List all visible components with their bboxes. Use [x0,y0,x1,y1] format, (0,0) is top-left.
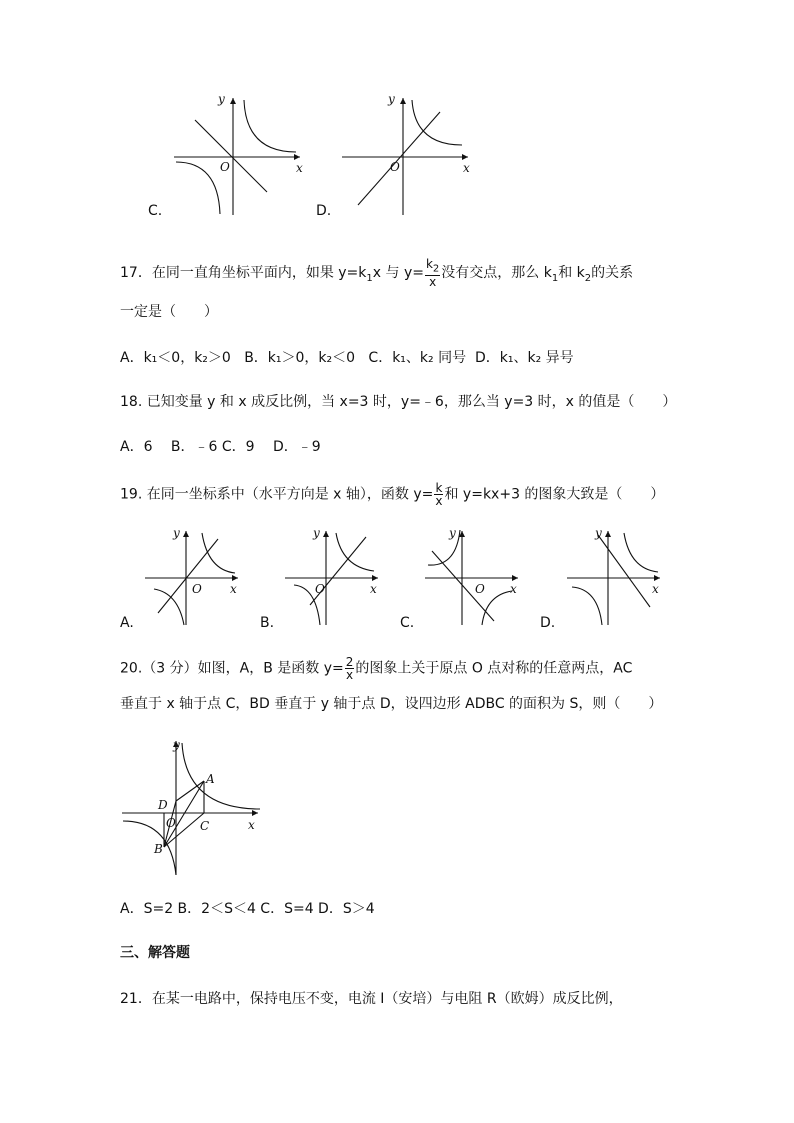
svg-text:y: y [313,526,320,540]
q17-options [120,349,574,367]
q19-stem: 19. 在同一坐标系中（水平方向是 x 轴），函数 y= $\frac{k}{x}$ 和 y=kx+3 的图象大致是（ ） [120,481,665,508]
q20-stem-line2: 垂直于 x 轴于点 C，BD 垂直于 y 轴于点 D，设四边形 ADBC 的面积为 S，则（ ） [120,696,663,712]
svg-text:y: y [595,526,602,540]
q17-option-b[interactable]: B．k₁＞0，k₂＜0 [244,350,356,366]
svg-text:y: y [173,738,180,752]
svg-text:x: x [230,582,237,596]
graph-q19-b [280,525,385,630]
svg-text:O: O [166,816,176,830]
q16-option-c[interactable]: C. [148,203,163,219]
svg-text:y: y [173,526,180,540]
q20-options[interactable]: A．S=2 B．2＜S＜4 C．S=4 D．S＞4 [120,901,375,917]
graph-q16-d [338,90,478,220]
svg-text:x: x [296,161,303,175]
q19-option-a[interactable]: A. [120,615,134,631]
q17-stem-line1: 17．在同一直角坐标平面内，如果 $y=k_1x$ 与 y= $\frac{k_2}{x}$ 没有交点，那么 $k_1$和 $k_2$的关系 [120,257,634,290]
q18-stem: 18. 已知变量 y 和 x 成反比例，当 x=3 时，y=﹣6，那么当 y=3 时，x 的值是（ ） [120,394,677,410]
svg-text:y: y [449,526,456,540]
q18-options[interactable]: A．6 B．﹣6 C．9 D．﹣9 [120,439,321,455]
q17-option-a[interactable]: A．k₁＜0，k₂＞0 [120,350,231,366]
svg-text:x: x [248,818,255,832]
svg-text:y: y [388,92,395,106]
q16-option-d[interactable]: D. [316,203,332,219]
q21-stem: 21．在某一电路中，保持电压不变，电流 I（安培）与电阻 R（欧姆）成反比例， [120,991,623,1007]
graph-q19-c [420,525,525,630]
q19-option-d[interactable]: D. [540,615,556,631]
q20-fraction: $\frac{2}{x}$ [345,655,354,682]
q20-stem-line1: 20.（3 分）如图，A，B 是函数 y= $\frac{2}{x}$ 的图象上关于原点 O 点对称的任意两点，AC [120,655,633,682]
svg-text:x: x [370,582,377,596]
section-heading: 三、解答题 [120,945,190,961]
svg-text:x: x [652,582,659,596]
svg-text:O: O [220,160,230,174]
q17-stem-line2: 一定是（ ） [120,304,218,320]
q19-option-c[interactable]: C. [400,615,415,631]
svg-text:O: O [315,582,325,596]
svg-text:A: A [206,772,215,786]
svg-text:O: O [390,160,400,174]
svg-text:D: D [158,798,168,812]
graph-q19-d [562,525,667,630]
q19-fraction: $\frac{k}{x}$ [435,481,443,508]
graph-q16-c [170,90,310,220]
graph-q19-a [140,525,245,630]
svg-text:x: x [510,582,517,596]
q17-option-c[interactable]: C．k₁、k₂ 同号 [368,350,467,366]
q19-option-b[interactable]: B. [260,615,275,631]
svg-text:x: x [463,161,470,175]
graph-q20 [118,735,268,880]
svg-text:O: O [475,582,485,596]
svg-text:y: y [218,92,225,106]
svg-text:B: B [154,842,163,856]
svg-text:C: C [200,819,210,833]
q17-fraction: $\frac{k_2}{x}$ [425,257,440,290]
q17-option-d[interactable]: D．k₁、k₂ 异号 [475,350,574,366]
svg-text:O: O [192,582,202,596]
